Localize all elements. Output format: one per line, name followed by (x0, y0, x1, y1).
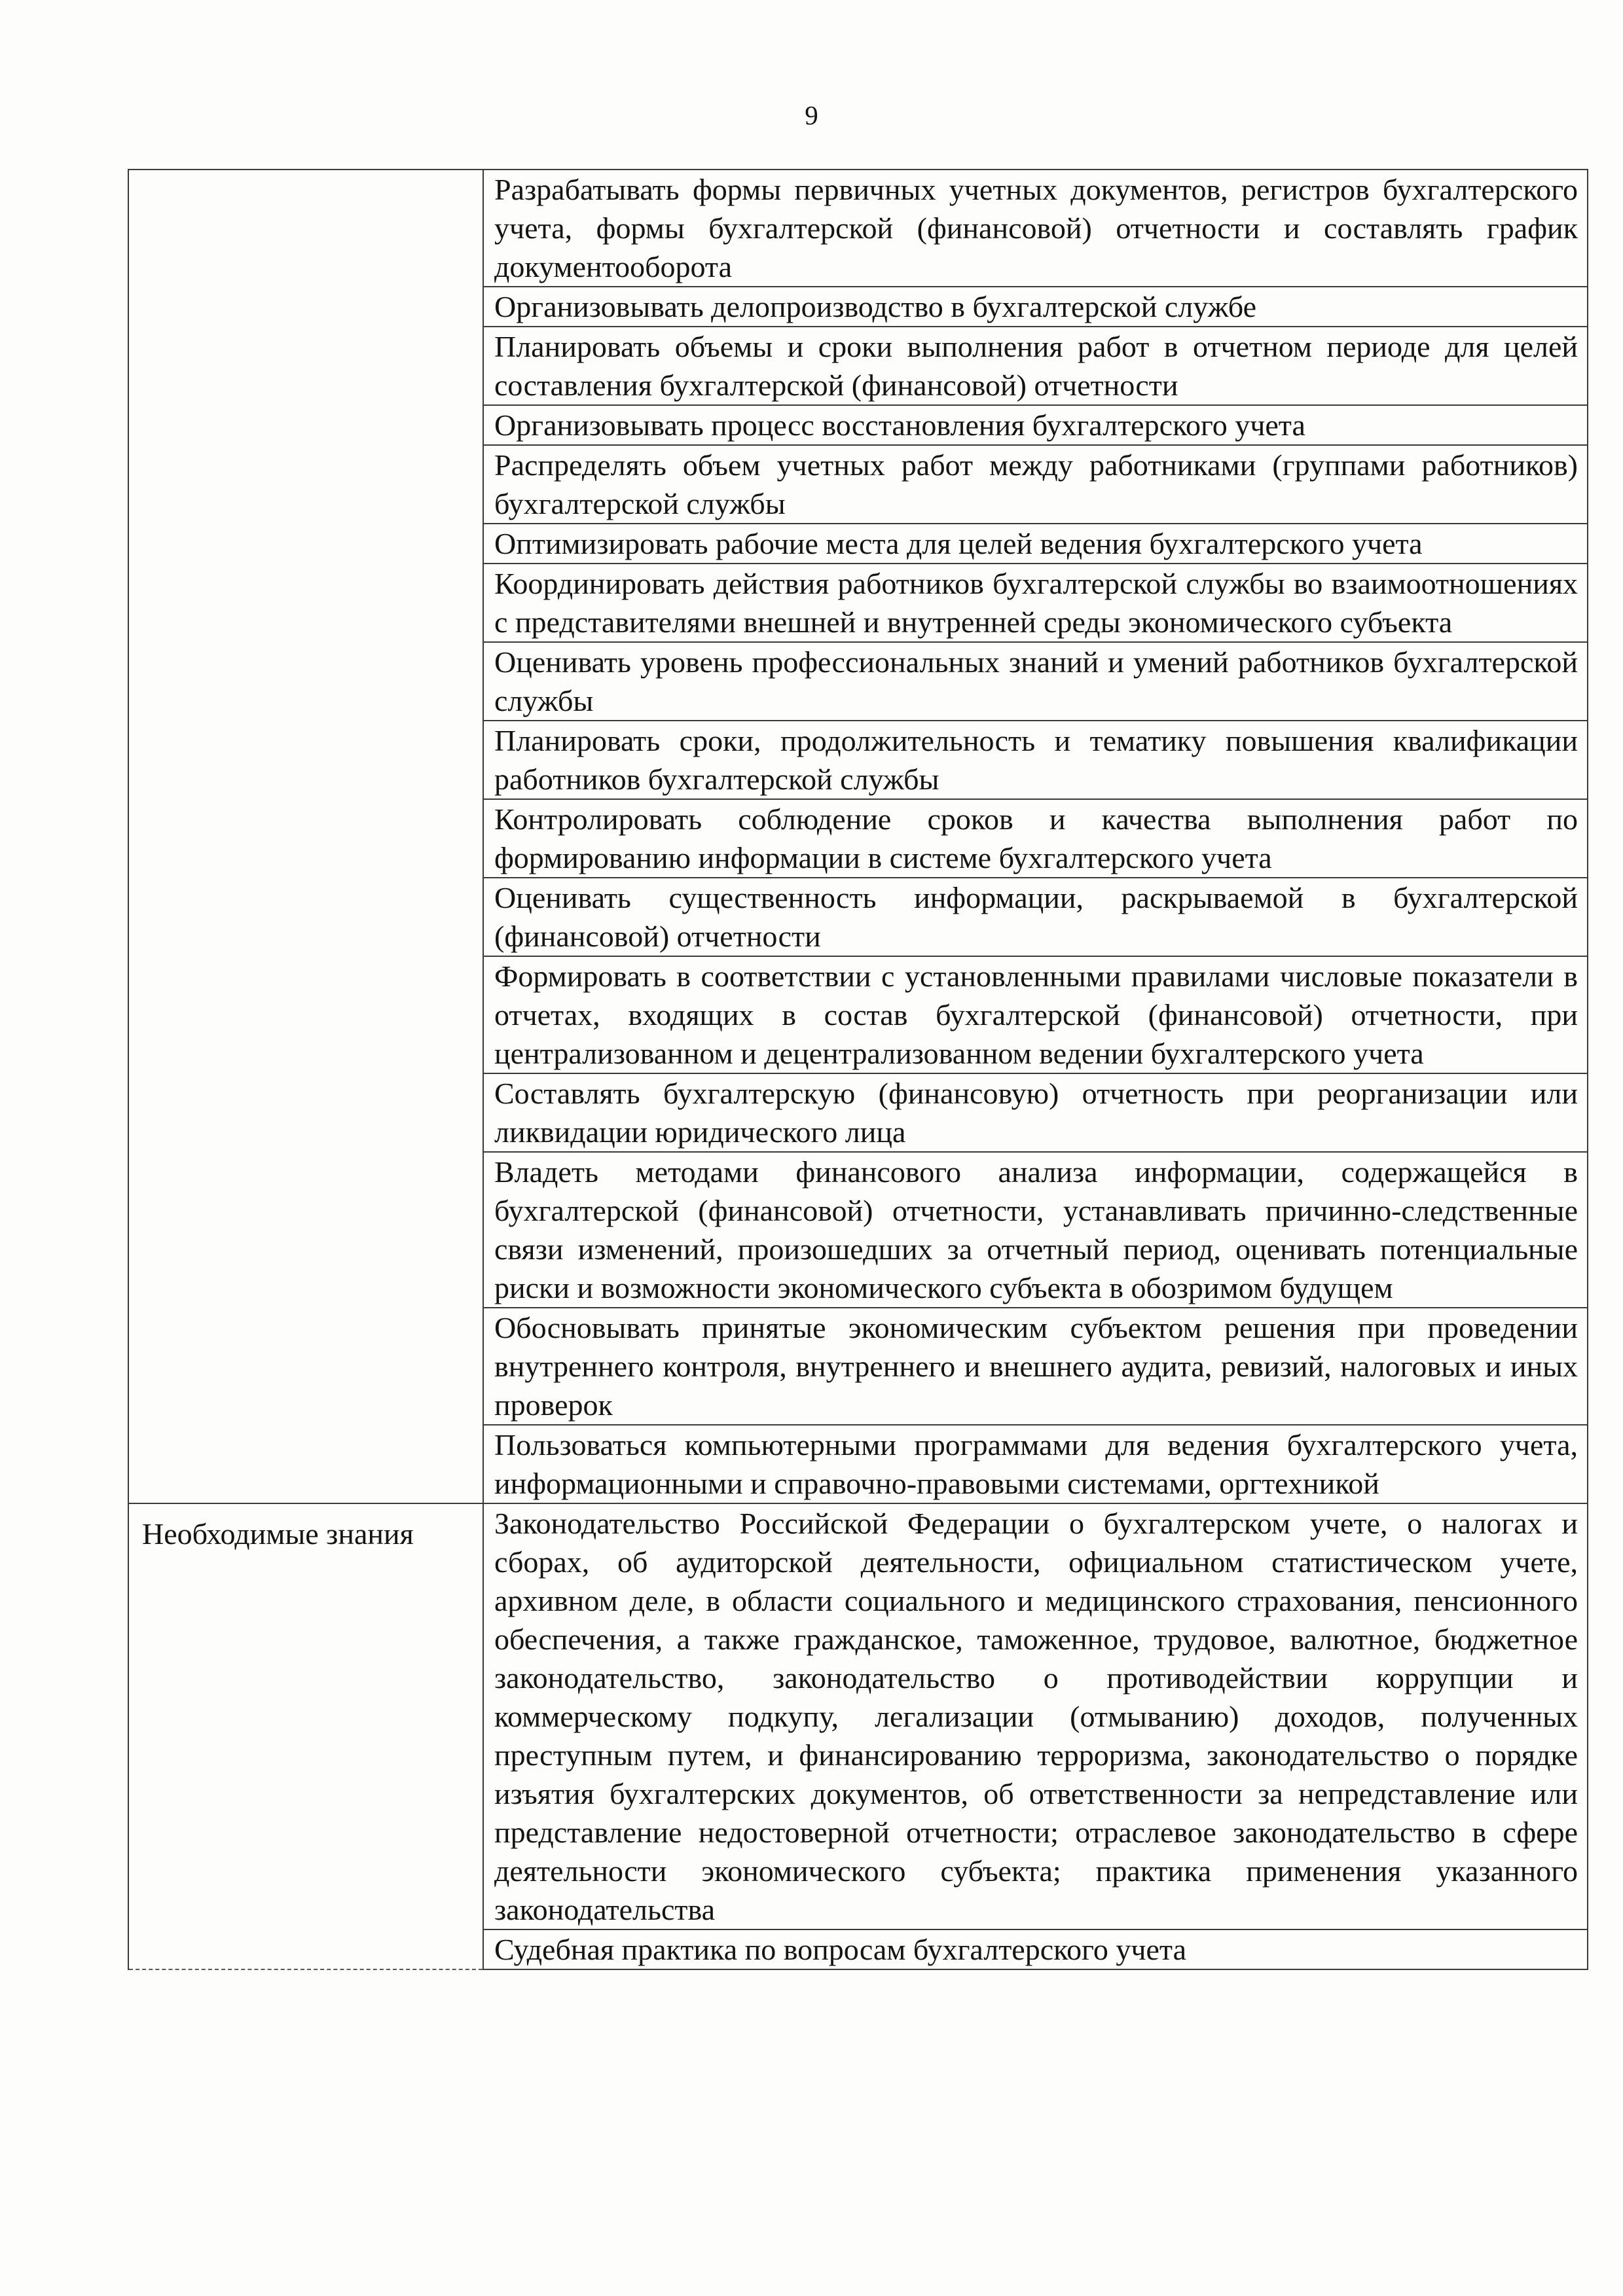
table-cell: Разрабатывать формы первичных учетных документов, регистров бухгалтерского учета, формы бухгалтерской (финансовой) отчетности и составлять график документооборота (483, 170, 1588, 287)
table-cell: Координировать действия работников бухгалтерской службы во взаимоотношениях с представителями внешней и внутренней среды экономического субъекта (483, 564, 1588, 642)
table-cell: Планировать объемы и сроки выполнения работ в отчетном периоде для целей составления бухгалтерской (финансовой) отчетности (483, 327, 1588, 405)
table-cell: Владеть методами финансового анализа информации, содержащейся в бухгалтерской (финансовой) отчетности, устанавливать причинно-следственные связи изменений, произошедших за отчетный период, оценивать потенциальные риски и возможности экономического субъекта в обозримом будущем (483, 1152, 1588, 1308)
table-cell: Оценивать уровень профессиональных знаний и умений работников бухгалтерской службы (483, 642, 1588, 721)
table-cell: Распределять объем учетных работ между работниками (группами работников) бухгалтерской службы (483, 445, 1588, 524)
table-cell: Контролировать соблюдение сроков и качества выполнения работ по формированию информации в системе бухгалтерского учета (483, 799, 1588, 878)
table-row (128, 1503, 1588, 1929)
table-cell: Формировать в соответствии с установленными правилами числовые показатели в отчетах, входящих в состав бухгалтерской (финансовой) отчетности, при централизованном и децентрализованном ведении бухгалтерского учета (483, 956, 1588, 1073)
table-cell: Организовывать процесс восстановления бухгалтерского учета (483, 405, 1588, 445)
table-cell: Составлять бухгалтерскую (финансовую) отчетность при реорганизации или ликвидации юридического лица (483, 1073, 1588, 1152)
job-requirements-table (128, 169, 1588, 1970)
knowledge-label-cell: Необходимые знания (128, 1503, 483, 1969)
table-row (128, 170, 1588, 287)
table-cell: Организовывать делопроизводство в бухгалтерской службе (483, 287, 1588, 327)
table-cell: Судебная практика по вопросам бухгалтерского учета (483, 1929, 1588, 1969)
table-cell: Планировать сроки, продолжительность и тематику повышения квалификации работников бухгалтерской службы (483, 721, 1588, 799)
table-cell: Пользоваться компьютерными программами для ведения бухгалтерского учета, информационными и справочно-правовыми системами, оргтехникой (483, 1425, 1588, 1503)
table-cell: Обосновывать принятые экономическим субъектом решения при проведении внутреннего контроля, внутреннего и внешнего аудита, ревизий, налоговых и иных проверок (483, 1308, 1588, 1425)
table-cell: Законодательство Российской Федерации о бухгалтерском учете, о налогах и сборах, об аудиторской деятельности, официальном статистическом учете, архивном деле, в области социального и медицинского страхования, пенсионного обеспечения, а также гражданское, таможенное, трудовое, валютное, бюджетное законодательство, законодательство о противодействии коррупции и коммерческому подкупу, легализации (отмыванию) доходов, полученных преступным путем, и финансированию терроризма, законодательство о порядке изъятия бухгалтерских документов, об ответственности за непредставление или представление недостоверной отчетности; отраслевое законодательство в сфере деятельности экономического субъекта; практика применения указанного законодательства (483, 1503, 1588, 1929)
page-number: 9 (805, 100, 818, 130)
table-cell: Оптимизировать рабочие места для целей ведения бухгалтерского учета (483, 524, 1588, 564)
table-cell: Оценивать существенность информации, раскрываемой в бухгалтерской (финансовой) отчетности (483, 878, 1588, 956)
skills-label-cell (128, 170, 483, 1503)
